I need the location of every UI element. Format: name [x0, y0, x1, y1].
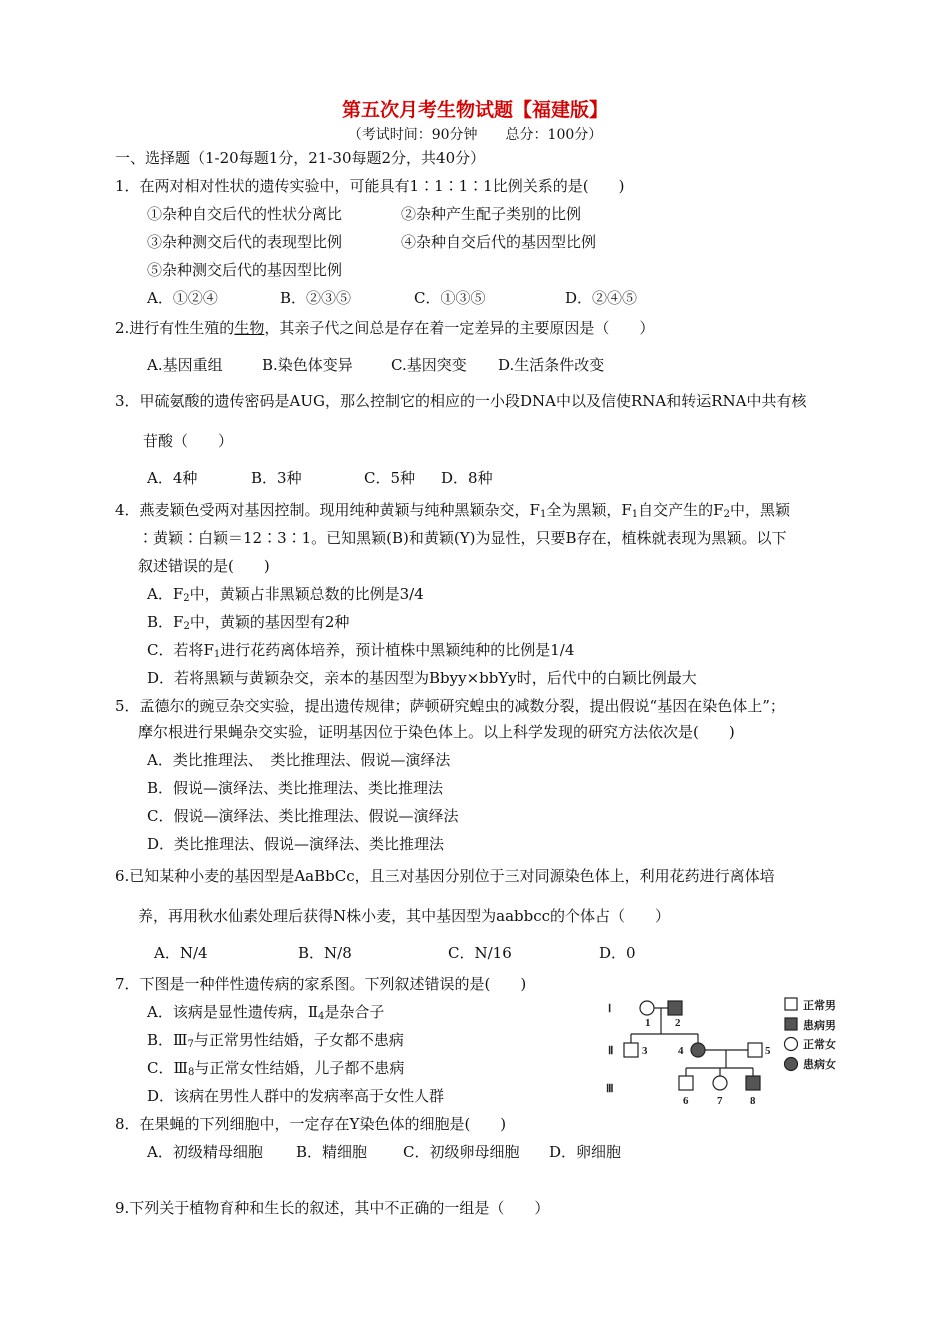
q7-option-d: D．该病在男性人群中的发病率高于女性人群: [147, 1087, 445, 1105]
q4-stem-line1: [115, 500, 790, 525]
legend-normal-female-symbol: [785, 1038, 798, 1051]
pedigree-figure: [600, 992, 780, 1110]
gen-label-i: Ⅰ: [608, 1003, 612, 1015]
individual-number-5: 5: [765, 1045, 771, 1057]
q8-stem: 8．在果蝇的下列细胞中，一定存在Y染色体的细胞是( ): [115, 1115, 507, 1133]
q1-statement-1: ①杂种自交后代的性状分离比: [147, 205, 343, 223]
q2-option-b: B.染色体变异: [262, 356, 353, 374]
q5-option-d: D．类比推理法、假说—演绎法、类比推理法: [147, 835, 445, 853]
individual-7-normal-female: [713, 1076, 727, 1090]
q3-option-c: C．5种: [364, 469, 416, 487]
individual-number-7: 7: [717, 1095, 723, 1107]
q4-subscript: 1: [539, 509, 547, 520]
section-heading: 一、选择题（1-20每题1分，21-30每题2分，共40分）: [115, 149, 486, 167]
q7-option-a-text: A．该病是显性遗传病，Ⅱ: [147, 1003, 319, 1021]
q4-option-b: [147, 612, 349, 637]
q4-text: 中，黑颖: [729, 501, 790, 519]
gen-label-ii: Ⅱ: [608, 1045, 614, 1057]
q4-subscript: 1: [213, 649, 221, 660]
individual-number-4: 4: [678, 1045, 684, 1057]
individual-number-2: 2: [675, 1017, 681, 1029]
q6-option-d: D．0: [599, 944, 636, 962]
q4-stem-line3: 叙述错误的是( ): [138, 557, 270, 575]
q3-stem-line1: 3．甲硫氨酸的遗传密码是AUG，那么控制它的相应的一小段DNA中以及信使RNA和转运RNA中共有核: [115, 392, 807, 410]
q6-option-c: C．N/16: [448, 944, 512, 962]
q7-option-c-text: C．Ⅲ: [147, 1059, 188, 1077]
q1-statement-3: ③杂种测交后代的表现型比例: [147, 233, 343, 251]
q1-stem: 1．在两对相对性状的遗传实验中，可能具有1∶1∶1∶1比例关系的是( ): [115, 177, 625, 195]
q1-option-c: C．①③⑤: [414, 289, 486, 307]
q4-text: 全为黑颖，F: [546, 501, 632, 519]
q7-subscript: 4: [318, 1011, 325, 1022]
individual-number-1: 1: [645, 1017, 651, 1029]
q4-subscript: 2: [723, 509, 730, 520]
gen-label-iii: Ⅲ: [606, 1083, 614, 1095]
legend-affected-female: 患病女: [803, 1058, 836, 1071]
q7-subscript: 8: [187, 1067, 195, 1078]
q7-option-a: [147, 1002, 384, 1027]
q3-stem-line2: 苷酸（ ）: [143, 432, 234, 450]
q2-stem-underlined: 生物: [234, 319, 265, 337]
q1-statement-4: ④杂种自交后代的基因型比例: [401, 233, 597, 251]
q4-text: 4．燕麦颖色受两对基因控制。现用纯种黄颖与纯种黑颖杂交，F: [115, 501, 540, 519]
q4-option-c: [147, 640, 574, 665]
q4-option-a-text: A．F: [147, 585, 184, 603]
q7-option-b-text: B．Ⅲ: [147, 1031, 188, 1049]
individual-number-8: 8: [750, 1095, 756, 1107]
legend-normal-male-symbol: [785, 998, 797, 1010]
q8-option-d: D．卵细胞: [549, 1143, 622, 1161]
q2-stem-pre: 2.进行有性生殖的: [115, 319, 235, 337]
individual-4-affected-female: [691, 1043, 705, 1057]
q3-option-b: B．3种: [251, 469, 302, 487]
q4-subscript: 2: [183, 621, 190, 632]
q5-option-c: C．假说—演绎法、类比推理法、假说—演绎法: [147, 807, 459, 825]
q1-statement-2: ②杂种产生配子类别的比例: [401, 205, 582, 223]
legend-normal-female: 正常女: [803, 1038, 836, 1051]
q6-stem-line2: 养，再用秋水仙素处理后获得N株小麦，其中基因型为aabbcc的个体占（ ）: [138, 907, 671, 925]
q4-text: 自交产生的F: [638, 501, 724, 519]
individual-2-affected-male: [668, 1001, 682, 1015]
q7-stem: 7．下图是一种伴性遗传病的家系图。下列叙述错误的是( ): [115, 975, 527, 993]
exam-meta: （考试时间：90分钟 总分：100分）: [347, 127, 603, 143]
q4-option-d: D．若将黑颖与黄颖杂交，亲本的基因型为Bbyy×bbYy时，后代中的白颖比例最大: [147, 669, 697, 687]
individual-6-normal-male: [679, 1076, 693, 1090]
q8-option-c: C．初级卵母细胞: [403, 1143, 520, 1161]
q5-stem-line2: 摩尔根进行果蝇杂交实验，证明基因位于染色体上。以上科学发现的研究方法依次是( ): [138, 723, 735, 741]
q7-subscript: 7: [187, 1039, 194, 1050]
q4-stem-line2: ∶黄颖∶白颖＝12∶3∶1。已知黑颖(B)和黄颖(Y)为显性，只要B存在，植株就表现为黑颖。以下: [138, 529, 787, 547]
individual-1-normal-female: [640, 1001, 654, 1015]
q1-option-a: A．①②④: [147, 289, 218, 307]
q5-option-a: A．类比推理法、 类比推理法、假说—演绎法: [147, 751, 451, 769]
q3-option-d: D．8种: [441, 469, 493, 487]
q4-option-c-text: C．若将F: [147, 641, 214, 659]
q2-option-c: C.基因突变: [391, 356, 467, 374]
q4-option-a-text: 中，黄颖占非黑颖总数的比例是3/4: [189, 585, 424, 603]
q5-stem-line1: 5．孟德尔的豌豆杂交实验，提出遗传规律；萨顿研究蝗虫的减数分裂，提出假说“基因在染色体上”；: [115, 697, 785, 715]
individual-5-normal-male: [748, 1043, 762, 1057]
q7-option-a-text: 是杂合子: [324, 1003, 385, 1021]
q7-option-b: [147, 1030, 404, 1055]
legend-affected-male-symbol: [785, 1018, 797, 1030]
legend-affected-male: 患病男: [803, 1019, 836, 1032]
q7-option-b-text: 与正常男性结婚，子女都不患病: [193, 1031, 404, 1049]
q4-option-c-text: 进行花药离体培养，预计植株中黑颖纯种的比例是1/4: [220, 641, 575, 659]
individual-8-affected-male: [746, 1076, 760, 1090]
q4-subscript: 2: [183, 593, 190, 604]
q7-option-c: [147, 1058, 404, 1083]
q6-option-b: B．N/8: [298, 944, 352, 962]
q8-option-a: A．初级精母细胞: [147, 1143, 263, 1161]
q4-option-a: [147, 584, 424, 609]
q5-option-b: B．假说—演绎法、类比推理法、类比推理法: [147, 779, 444, 797]
individual-number-3: 3: [642, 1045, 648, 1057]
individual-3-normal-male: [624, 1043, 638, 1057]
q2-stem: [115, 318, 654, 338]
legend-normal-male: 正常男: [803, 999, 836, 1012]
q1-option-d: D．②④⑤: [565, 289, 638, 307]
q1-statement-5: ⑤杂种测交后代的基因型比例: [147, 261, 343, 279]
q1-option-b: B．②③⑤: [280, 289, 352, 307]
legend-affected-female-symbol: [785, 1058, 798, 1071]
q3-option-a: A．4种: [147, 469, 198, 487]
q4-option-b-text: B．F: [147, 613, 184, 631]
q4-option-b-text: 中，黄颖的基因型有2种: [189, 613, 350, 631]
q2-stem-post: ，其亲子代之间总是存在着一定差异的主要原因是（ ）: [264, 319, 655, 337]
q8-option-b: B．精细胞: [296, 1143, 368, 1161]
q2-option-a: A.基因重组: [147, 356, 223, 374]
q4-subscript: 1: [631, 509, 639, 520]
q7-option-c-text: 与正常女性结婚，儿子都不患病: [194, 1059, 405, 1077]
page-title: 第五次月考生物试题【福建版】: [341, 99, 608, 121]
q6-option-a: A．N/4: [154, 944, 208, 962]
pedigree-legend: [783, 996, 853, 1076]
individual-number-6: 6: [683, 1095, 689, 1107]
q9-stem: 9.下列关于植物育种和生长的叙述，其中不正确的一组是（ ）: [115, 1199, 550, 1217]
q6-stem-line1: 6.已知某种小麦的基因型是AaBbCc，且三对基因分别位于三对同源染色体上，利用花药进行离体培: [115, 867, 775, 885]
q2-option-d: D.生活条件改变: [498, 356, 605, 374]
